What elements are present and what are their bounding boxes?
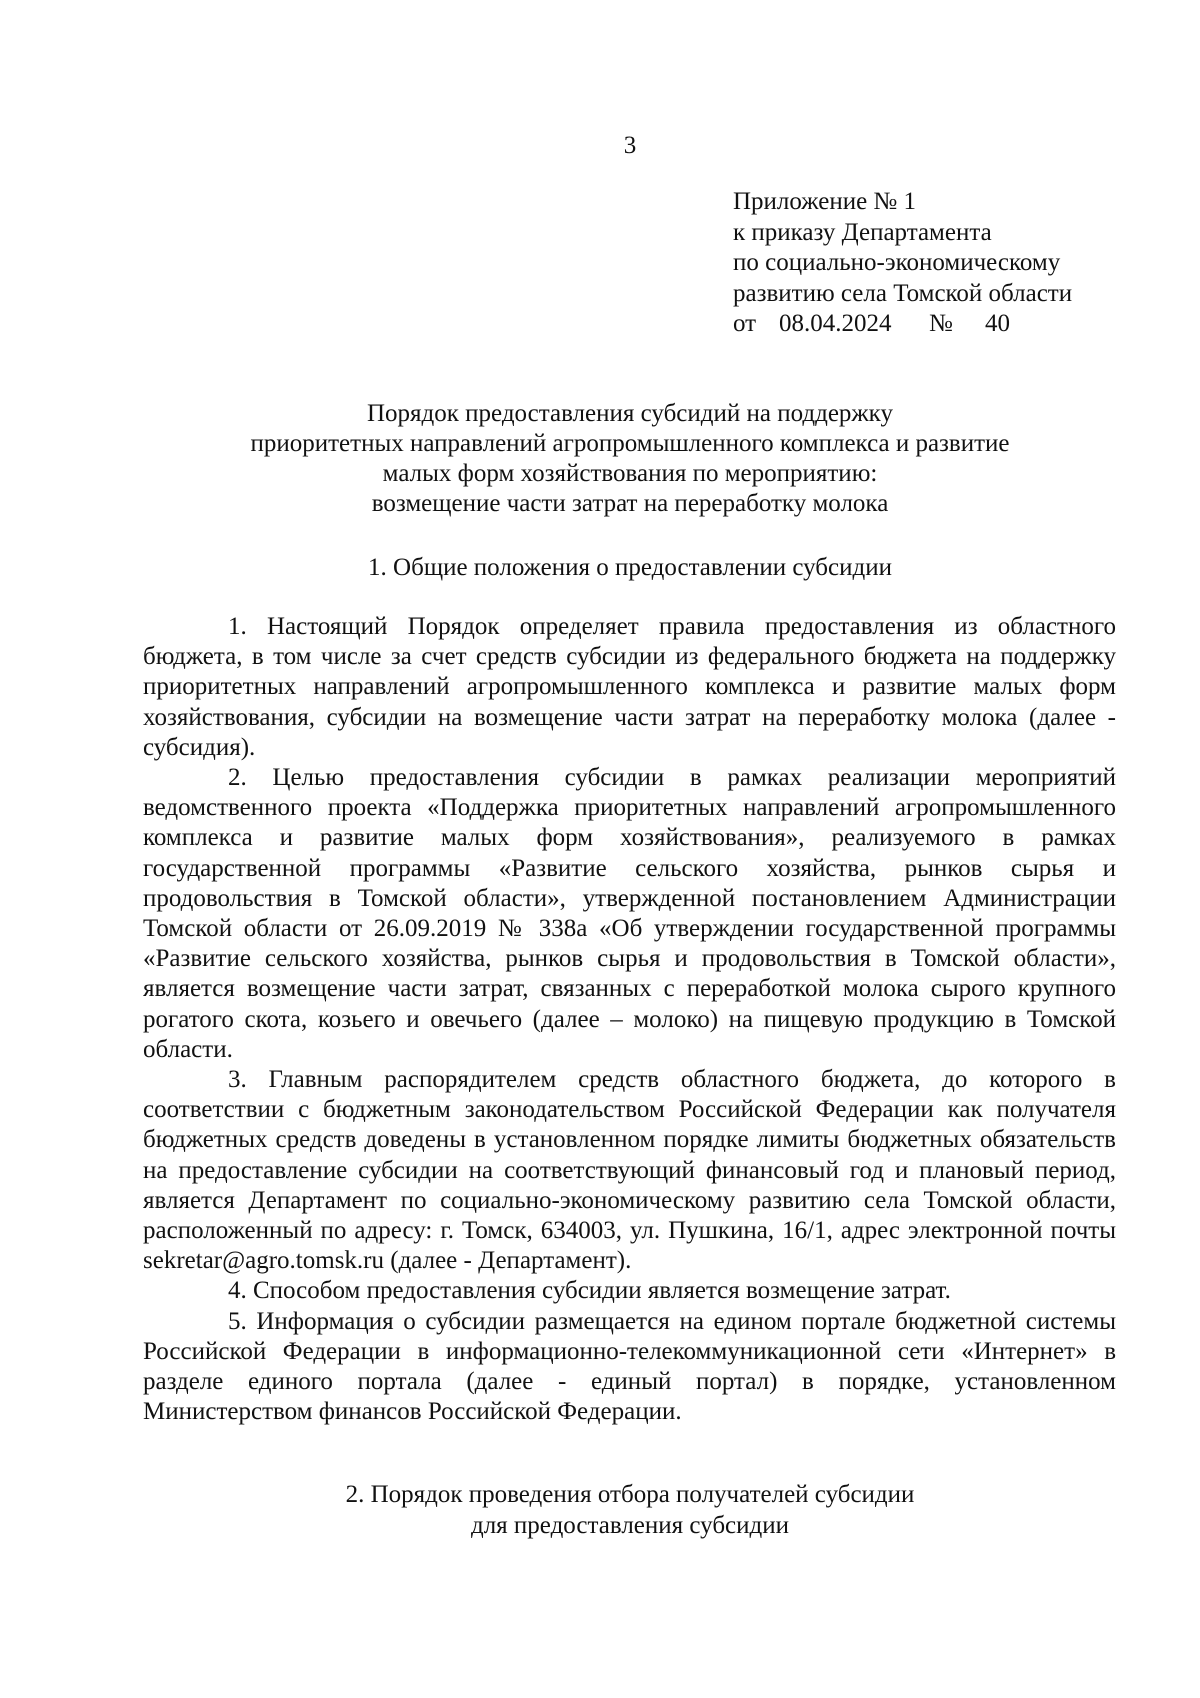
section-2-heading-line-1: 2. Порядок проведения отбора получателей субсидии [345, 1481, 915, 1508]
document-title [140, 399, 1120, 519]
order-date: 08.04.2024 [779, 310, 892, 337]
title-line-4: возмещение части затрат на переработку молока [371, 490, 889, 517]
paragraph-3: 3. Главным распорядителем средств областного бюджета, до которого в соответствии с бюджетным законодательством Российской Федерации как получателя бюджетных средств доведены в установленном порядке лимиты бюджетных обязательств на предоставление субсидии на соответствующий финансовый год и плановый период, является Департамент по социально-экономическому развитию села Томской области, расположенный по адресу: г. Томск, 634003, ул. Пушкина, 16/1, адрес электронной почты sekretar@agro.tomsk.ru (далее - Департамент). [143, 1066, 1116, 1275]
appendix-date-line [733, 309, 1153, 340]
paragraph-2: 2. Целью предоставления субсидии в рамках реализации мероприятий ведомственного проекта «Поддержка приоритетных направлений агропромышленного комплекса и развитие малых форм хозяйствования», реализуемого в рамках государственной программы «Развитие сельского хозяйства, рынков сырья и продовольствия в Томской области», утвержденной постановлением Администрации Томской области от 26.09.2019 № 338а «Об утверждении государственной программы «Развитие сельского хозяйства, рынков сырья и продовольствия в Томской области», является возмещение части затрат, связанных с переработкой молока сырого крупного рогатого скота, козьего и овечьего (далее – молоко) на пищевую продукцию в Томской области. [143, 764, 1116, 1063]
section-2-heading [140, 1479, 1120, 1541]
appendix-line-2: к приказу Департамента [733, 218, 992, 246]
page-number: 3 [623, 132, 637, 159]
appendix-line-3: по социально-экономическому [733, 249, 1061, 276]
paragraph-4: 4. Способом предоставления субсидии является возмещение затрат. [228, 1277, 951, 1305]
number-sign: № [929, 310, 953, 337]
section-1-body [143, 612, 1116, 1427]
order-number: 40 [985, 310, 1010, 337]
date-prefix: от [733, 310, 757, 337]
section-1-heading [140, 552, 1120, 583]
paragraph-1: 1. Настоящий Порядок определяет правила предоставления из областного бюджета, в том числе за счет средств субсидии из федерального бюджета на поддержку приоритетных направлений агропромышленного комплекса и развитие малых форм хозяйствования, субсидии на возмещение части затрат на переработку молока (далее - субсидия). [143, 613, 1116, 761]
title-line-3: малых форм хозяйствования по мероприятию: [382, 460, 878, 487]
section-2-heading-line-2: для предоставления субсидии [470, 1512, 790, 1539]
appendix-block [733, 187, 1153, 340]
appendix-line-1: Приложение № 1 [733, 188, 917, 215]
title-line-2: приоритетных направлений агропромышленного комплекса и развитие [250, 430, 1010, 457]
title-line-1: Порядок предоставления субсидий на поддержку [367, 400, 893, 427]
paragraph-5: 5. Информация о субсидии размещается на едином портале бюджетной системы Российской Федерации в информационно-телекоммуникационной сети «Интернет» в разделе единого портала (далее - единый портал) в порядке, установленном Министерством финансов Российской Федерации. [143, 1307, 1116, 1426]
appendix-line-4: развитию села Томской области [733, 279, 1073, 307]
section-1-heading-text: 1. Общие положения о предоставлении субсидии [368, 554, 892, 581]
